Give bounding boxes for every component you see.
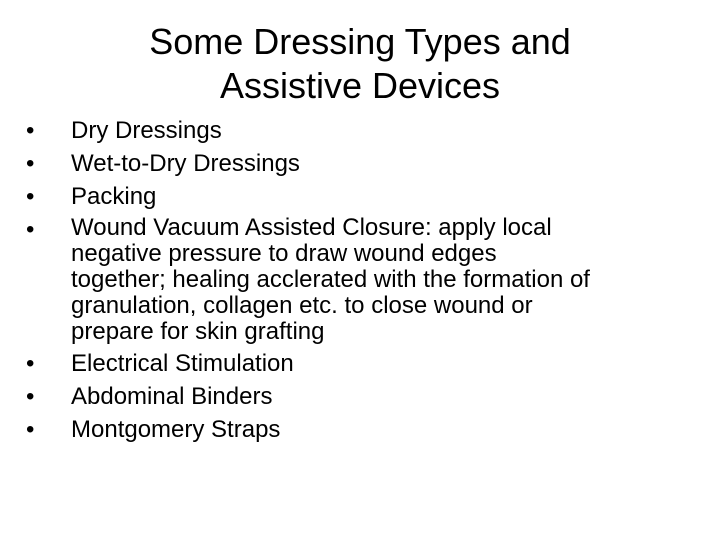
title-line-2: Assistive Devices: [219, 65, 501, 106]
bullet-text: Electrical Stimulation: [71, 350, 294, 377]
bullet-text: Montgomery Straps: [71, 416, 281, 443]
bullet-item-montgomery-straps: [26, 415, 690, 444]
bullet-item-abdominal-binders: [26, 382, 690, 411]
bullet-icon: •: [26, 416, 35, 443]
slide-title: [60, 20, 660, 108]
bullet-text-line-1: Wound Vacuum Assisted Closure: apply local: [71, 214, 552, 241]
title-line-1: Some Dressing Types and: [149, 21, 571, 62]
bullet-icon: •: [26, 383, 35, 410]
bullet-icon: •: [26, 150, 35, 177]
bullet-item-packing: [26, 182, 690, 211]
bullet-item-wet-to-dry: [26, 149, 690, 178]
bullet-item-dry-dressings: [26, 116, 690, 145]
bullet-icon: •: [26, 216, 35, 243]
bullet-text: Dry Dressings: [71, 117, 222, 144]
bullet-text: Abdominal Binders: [71, 383, 273, 410]
bullet-text: Packing: [71, 183, 157, 210]
bullet-item-wound-vac: [26, 215, 690, 345]
bullet-item-electrical-stimulation: [26, 349, 690, 378]
bullet-icon: •: [26, 183, 35, 210]
bullet-text-line-4: granulation, collagen etc. to close wound or: [71, 292, 533, 319]
bullet-text: Wet-to-Dry Dressings: [71, 150, 300, 177]
bullet-text-line-5: prepare for skin grafting: [71, 318, 325, 345]
bullet-icon: •: [26, 117, 35, 144]
bullet-text-line-2: negative pressure to draw wound edges: [71, 240, 497, 267]
bullet-text-line-3: together; healing acclerated with the formation of: [71, 266, 590, 293]
bullet-list: [26, 116, 690, 448]
bullet-icon: •: [26, 350, 35, 377]
